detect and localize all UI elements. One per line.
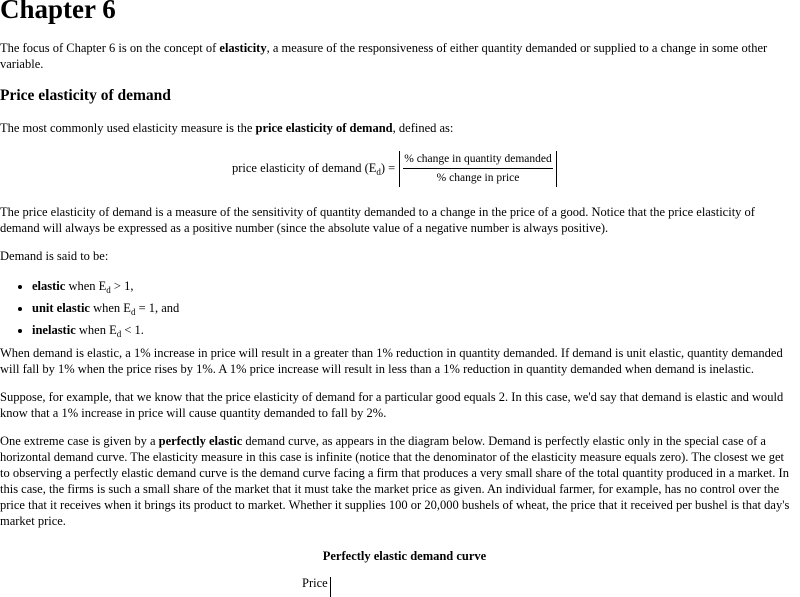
formula-absolute-fraction xyxy=(399,151,557,187)
price-axis-label: Price xyxy=(302,576,328,590)
list-item: • unit elastic when $E_d = 1$, and xyxy=(32,299,179,321)
definition-paragraph: The most commonly used elasticity measure is the price elasticity of demand, defined as: xyxy=(0,121,454,135)
figure-caption: Perfectly elastic demand curve xyxy=(322,549,487,563)
chapter-title: Chapter 6 xyxy=(0,0,116,24)
formula-denominator: % change in price xyxy=(436,172,520,184)
term-elasticity: elasticity xyxy=(219,41,267,55)
list-item: • elastic when $E_d > 1$, xyxy=(32,277,179,299)
demand-said-paragraph: Demand is said to be: xyxy=(0,249,109,263)
perfectly-elastic-paragraph: One extreme case is given by a perfectly elastic demand curve, as appears in the diagram below. Demand is perfectly elastic only in the special case of a horizontal demand curve. The elasticity measure in this case is infinite (notice that the denominator of the elasticity measure equals zero). The closest we get to observing a perfectly elastic demand curve is the demand curve facing a firm that produces a very small share of the total quantity produced in a market. In this case, the firms is such a small share of the market that it must take the market price as given. An individual farmer, for example, has no control over the price that it receives when it brings its product to market. Whether it supplies 100 or 20,000 bushels of wheat, the price that it received per bushel is that day's market price. xyxy=(0,434,790,528)
section-heading: Price elasticity of demand xyxy=(0,87,171,104)
intro-paragraph: The focus of Chapter 6 is on the concept of elasticity, a measure of the responsiveness of either quantity demanded or supplied to a change in some other variable. xyxy=(0,41,768,71)
list-item: • inelastic when $E_d < 1$. xyxy=(32,321,179,343)
elasticity-formula xyxy=(232,151,557,187)
sensitivity-paragraph: The price elasticity of demand is a measure of the sensitivity of quantity demanded to a change in the price of a good. Notice that the price elasticity of demand will always be expressed as a positive number (since the absolute value of a negative number is always positive). xyxy=(0,205,755,235)
term-price-elasticity: price elasticity of demand xyxy=(255,121,393,135)
price-axis-line xyxy=(330,577,331,597)
formula-numerator: % change in quantity demanded xyxy=(403,153,553,169)
example-paragraph: Suppose, for example, that we know that the price elasticity of demand for a particular good equals 2. In this case, we'd say that demand is elastic and would know that a 1% increase in price will cause quantity demanded to fall by 2%. xyxy=(0,390,784,420)
elastic-explanation-paragraph: When demand is elastic, a 1% increase in price will result in a greater than 1% reduction in quantity demanded. If demand is unit elastic, quantity demanded will fall by 1% when the price rises by 1%. A 1% price increase will result in less than a 1% reduction in quantity demanded when demand is inelastic. xyxy=(0,346,783,376)
formula-lhs: price elasticity of demand $(E_d)$ = xyxy=(232,161,396,177)
term-perfectly-elastic: perfectly elastic xyxy=(158,434,243,448)
elasticity-list xyxy=(0,277,179,343)
